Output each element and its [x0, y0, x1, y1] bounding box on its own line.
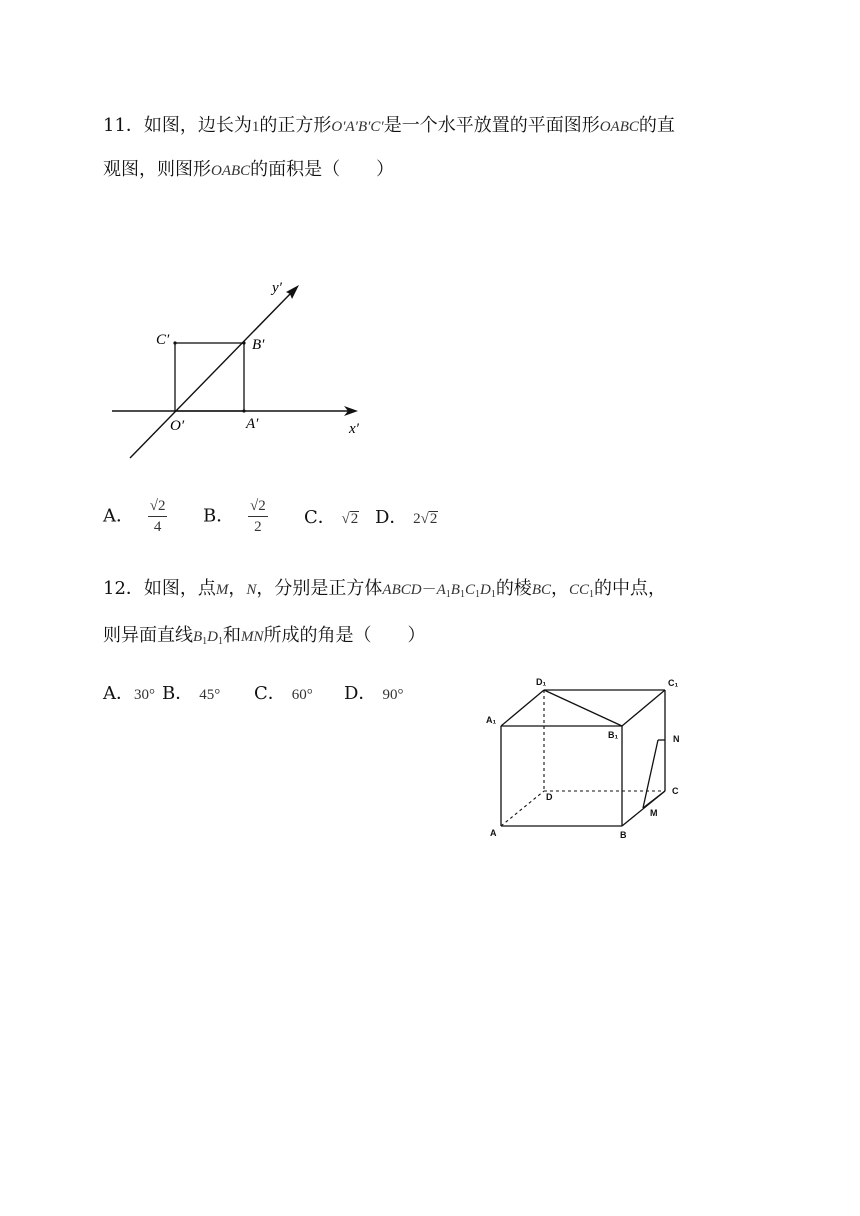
option-b-numerator: √2: [248, 496, 268, 517]
q12-sep2: ，: [550, 578, 569, 599]
q11-square-prime: O′A′B′C′: [331, 119, 384, 135]
q11-option-c[interactable]: [304, 506, 359, 531]
q11-text-e: 观图，则图形: [103, 159, 211, 180]
q12-text-a: 如图，点: [143, 578, 216, 599]
q12-option-a-value: 30°: [134, 687, 155, 703]
q12-text-c: 的棱: [495, 578, 532, 599]
cube-label-c1: C₁: [668, 678, 679, 688]
q11-text-b: 的正方形: [259, 115, 332, 136]
option-b-letter: B．: [203, 505, 235, 527]
q12-option-b[interactable]: [162, 682, 220, 707]
q11-option-b[interactable]: [203, 496, 268, 537]
q11-line1: [103, 114, 675, 139]
q12-cube: $ABCD-A_1B_1C_1D_1$: [382, 582, 496, 600]
q11-side: 1: [251, 119, 260, 135]
q11-option-a[interactable]: [103, 496, 167, 537]
q12-option-d[interactable]: [344, 682, 403, 707]
label-y-prime: y′: [272, 280, 282, 296]
option-a-denominator: 4: [153, 519, 162, 535]
q12-option-b-value: 45°: [199, 687, 221, 703]
q12-text-f: 和: [223, 625, 242, 646]
cube-label-a1: A₁: [486, 715, 497, 725]
cube-label-b: B: [620, 830, 627, 840]
q12-option-a-letter: A．: [103, 683, 134, 704]
q12-text-g: 所成的角是（ ）: [263, 625, 426, 646]
option-d-sqrt: 2√2: [413, 511, 438, 527]
q12-line2: [103, 624, 426, 654]
label-c-prime: C′: [156, 332, 170, 348]
cube-label-m: M: [650, 808, 658, 818]
cube-label-d1: D₁: [536, 677, 547, 687]
q12-number: 12．: [103, 578, 144, 599]
q11-option-d[interactable]: [375, 506, 438, 531]
q12-option-c-value: 60°: [291, 687, 313, 703]
option-b-denominator: 2: [254, 519, 262, 535]
q11-oblique-diagram: [100, 270, 380, 470]
q12-text-b: ，分别是正方体: [256, 578, 383, 599]
option-c-sqrt: √2: [341, 511, 359, 527]
q12-line1: [103, 577, 666, 607]
label-x-prime: x′: [349, 421, 359, 437]
q12-option-c-letter: C．: [254, 683, 286, 704]
q12-edge2: $CC_1$: [568, 582, 594, 600]
q12-option-a[interactable]: [103, 682, 155, 707]
cube-label-d: D: [546, 792, 553, 802]
q12-option-c[interactable]: [254, 682, 313, 707]
y-axis: [130, 292, 292, 458]
q11-number: 11．: [103, 115, 144, 136]
cube-label-n: N: [673, 734, 680, 744]
option-a-numerator: √2: [148, 496, 168, 517]
option-a-letter: A．: [103, 505, 134, 527]
option-c-letter: C．: [304, 507, 336, 528]
q11-text-c: 是一个水平放置的平面图形: [383, 115, 600, 136]
q12-m: M: [215, 582, 229, 598]
q12-cube-diagram: [480, 672, 700, 852]
q12-option-d-letter: D．: [344, 683, 377, 704]
q12-line-mn: MN: [241, 629, 264, 645]
q12-sep1: ，: [228, 578, 247, 599]
q11-line2: [103, 158, 394, 183]
q12-line-b1d1: $B_1D_1$: [193, 629, 224, 647]
q11-text-d: 的直: [638, 115, 675, 136]
option-a-fraction: [148, 496, 168, 537]
q11-text-f: 的面积是（ ）: [250, 159, 395, 180]
cube-label-a: A: [490, 828, 497, 838]
q12-option-d-value: 90°: [382, 687, 404, 703]
q12-n: N: [246, 582, 257, 598]
option-b-fraction: [248, 496, 268, 537]
cube-label-c: C: [672, 786, 679, 796]
label-o-prime: O′: [170, 418, 185, 434]
q11-figure: OABC: [599, 119, 639, 135]
q12-option-b-letter: B．: [162, 683, 194, 704]
cube-label-b1: B₁: [608, 730, 619, 740]
q11-text-a: 如图，边长为: [143, 115, 252, 136]
q11-figure2: OABC: [211, 163, 251, 179]
label-b-prime: B′: [252, 337, 265, 353]
q12-text-e: 则异面直线: [103, 625, 193, 646]
q12-edge1: BC: [531, 582, 551, 598]
q12-text-d: 的中点，: [594, 578, 666, 599]
label-a-prime: A′: [246, 416, 259, 432]
option-d-letter: D．: [375, 507, 408, 528]
